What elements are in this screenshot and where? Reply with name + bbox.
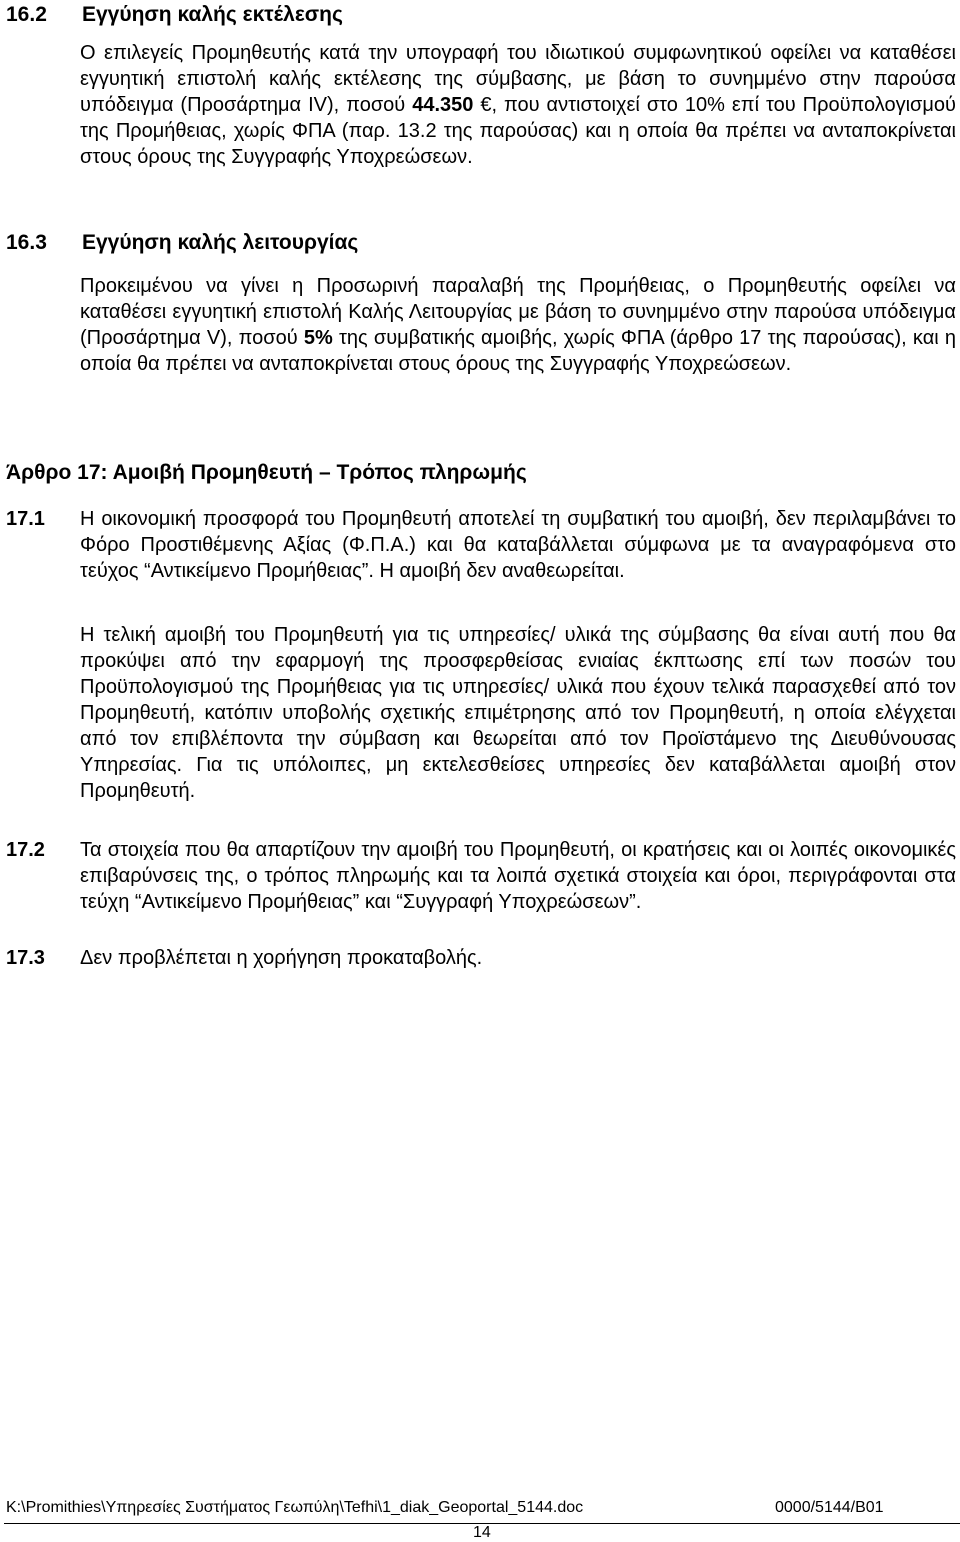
guarantee-percent: 5% xyxy=(303,327,333,349)
section-16-2-body xyxy=(80,40,956,170)
subsection-number: 17.3 xyxy=(6,947,45,969)
guarantee-amount: 44.350 xyxy=(412,94,474,116)
body-text: Ο επιλεγείς Προμηθευτής κατά την υπογραφή του ιδιωτικού συμφωνητικού οφείλει να καταθέσει εγγυητική επιστολή καλής εκτέλεσης της σύμβασης, με βάση το συνημμένο στην παρούσα υπόδειγμα (Προσάρτημα IV), ποσού xyxy=(80,42,956,116)
subsection-17-1-body: Η οικονομική προσφορά του Προμηθευτή αποτελεί τη συμβατική του αμοιβή, δεν περιλαμβάνει το Φόρο Προστιθέμενης Αξίας (Φ.Π.Α.) και θα καταβάλλεται σύμφωνα με τα αναγραφόμενα στο τεύχος “Αντικείμενο Προμήθειας”. Η αμοιβή δεν αναθεωρείται. xyxy=(80,508,956,582)
body-text: της συμβατικής αμοιβής, χωρίς ΦΠΑ (άρθρο 17 της παρούσας), και η οποία θα πρέπει να ανταποκρίνεται στους όρους της Συγγραφής Υποχρεώσεων. xyxy=(80,327,957,375)
article-17-heading: Άρθρο 17: Αμοιβή Προμηθευτή – Τρόπος πληρωμής xyxy=(6,461,527,484)
footer-document-code: 0000/5144/B01 xyxy=(775,1499,884,1516)
body-text: Προκειμένου να γίνει η Προσωρινή παραλαβή της Προμήθειας, ο Προμηθευτής οφείλει να καταθέσει εγγυητική επιστολή Καλής Λειτουργίας με βάση το συνημμένο στην παρούσα υπόδειγμα (Προσάρτημα V), ποσού xyxy=(80,275,956,349)
subsection-17-1-body-2: Η τελική αμοιβή του Προμηθευτή για τις υπηρεσίες/ υλικά της σύμβασης θα είναι αυτή που θα προκύψει από την εφαρμογή της προσφερθείσας ενιαίας έκπτωσης επί των ποσών του Προϋπολογισμού της Προμήθειας για τις υπηρεσίες/ υλικά που έχουν τελικά παρασχεθεί από τον Προμηθευτή, κατόπιν υποβολής σχετικής επιμέτρησης από τον Προμηθευτή, η οποία ελέγχεται από τον επιβλέποντα την σύμβαση και θεωρείται από τον Προϊστάμενο της Διευθύνουσας Υπηρεσίας. Για τις υπόλοιπες, μη εκτελεσθείσες υπηρεσίες δεν καταβάλλεται αμοιβή στον Προμηθευτή. xyxy=(80,624,956,802)
section-16-2-heading xyxy=(6,2,343,28)
subsection-17-3-body: Δεν προβλέπεται η χορήγηση προκαταβολής. xyxy=(80,947,483,969)
section-number: 16.3 xyxy=(6,231,47,254)
section-16-3-heading xyxy=(6,230,358,256)
section-title: Εγγύηση καλής λειτουργίας xyxy=(82,231,359,254)
section-title: Εγγύηση καλής εκτέλεσης xyxy=(82,3,343,26)
subsection-number: 17.1 xyxy=(6,508,45,530)
subsection-17-2-body: Τα στοιχεία που θα απαρτίζουν την αμοιβή του Προμηθευτή, οι κρατήσεις και οι λοιπές οικονομικές επιβαρύνσεις της, ο τρόπος πληρωμής και τα λοιπά σχετικά στοιχεία και όροι, περιγράφονται στα τεύχη “Αντικείμενο Προμήθειας” και “Συγγραφή Υποχρεώσεων”. xyxy=(80,839,956,913)
body-text: €, που αντιστοιχεί στο 10% επί του Προϋπολογισμού της Προμήθειας, χωρίς ΦΠΑ (παρ. 13.2 της παρούσας) και η οποία θα πρέπει να ανταποκρίνεται στους όρους της Συγγραφής Υποχρεώσεων. xyxy=(80,94,956,168)
subsection-number: 17.2 xyxy=(6,839,45,861)
section-number: 16.2 xyxy=(6,3,47,26)
section-16-3-body xyxy=(80,273,956,377)
footer-file-path: K:\Promithies\Υπηρεσίες Συστήματος Γεωπύλη\Tefhi\1_diak_Geoportal_5144.doc xyxy=(6,1499,584,1516)
page-number: 14 xyxy=(473,1524,491,1541)
